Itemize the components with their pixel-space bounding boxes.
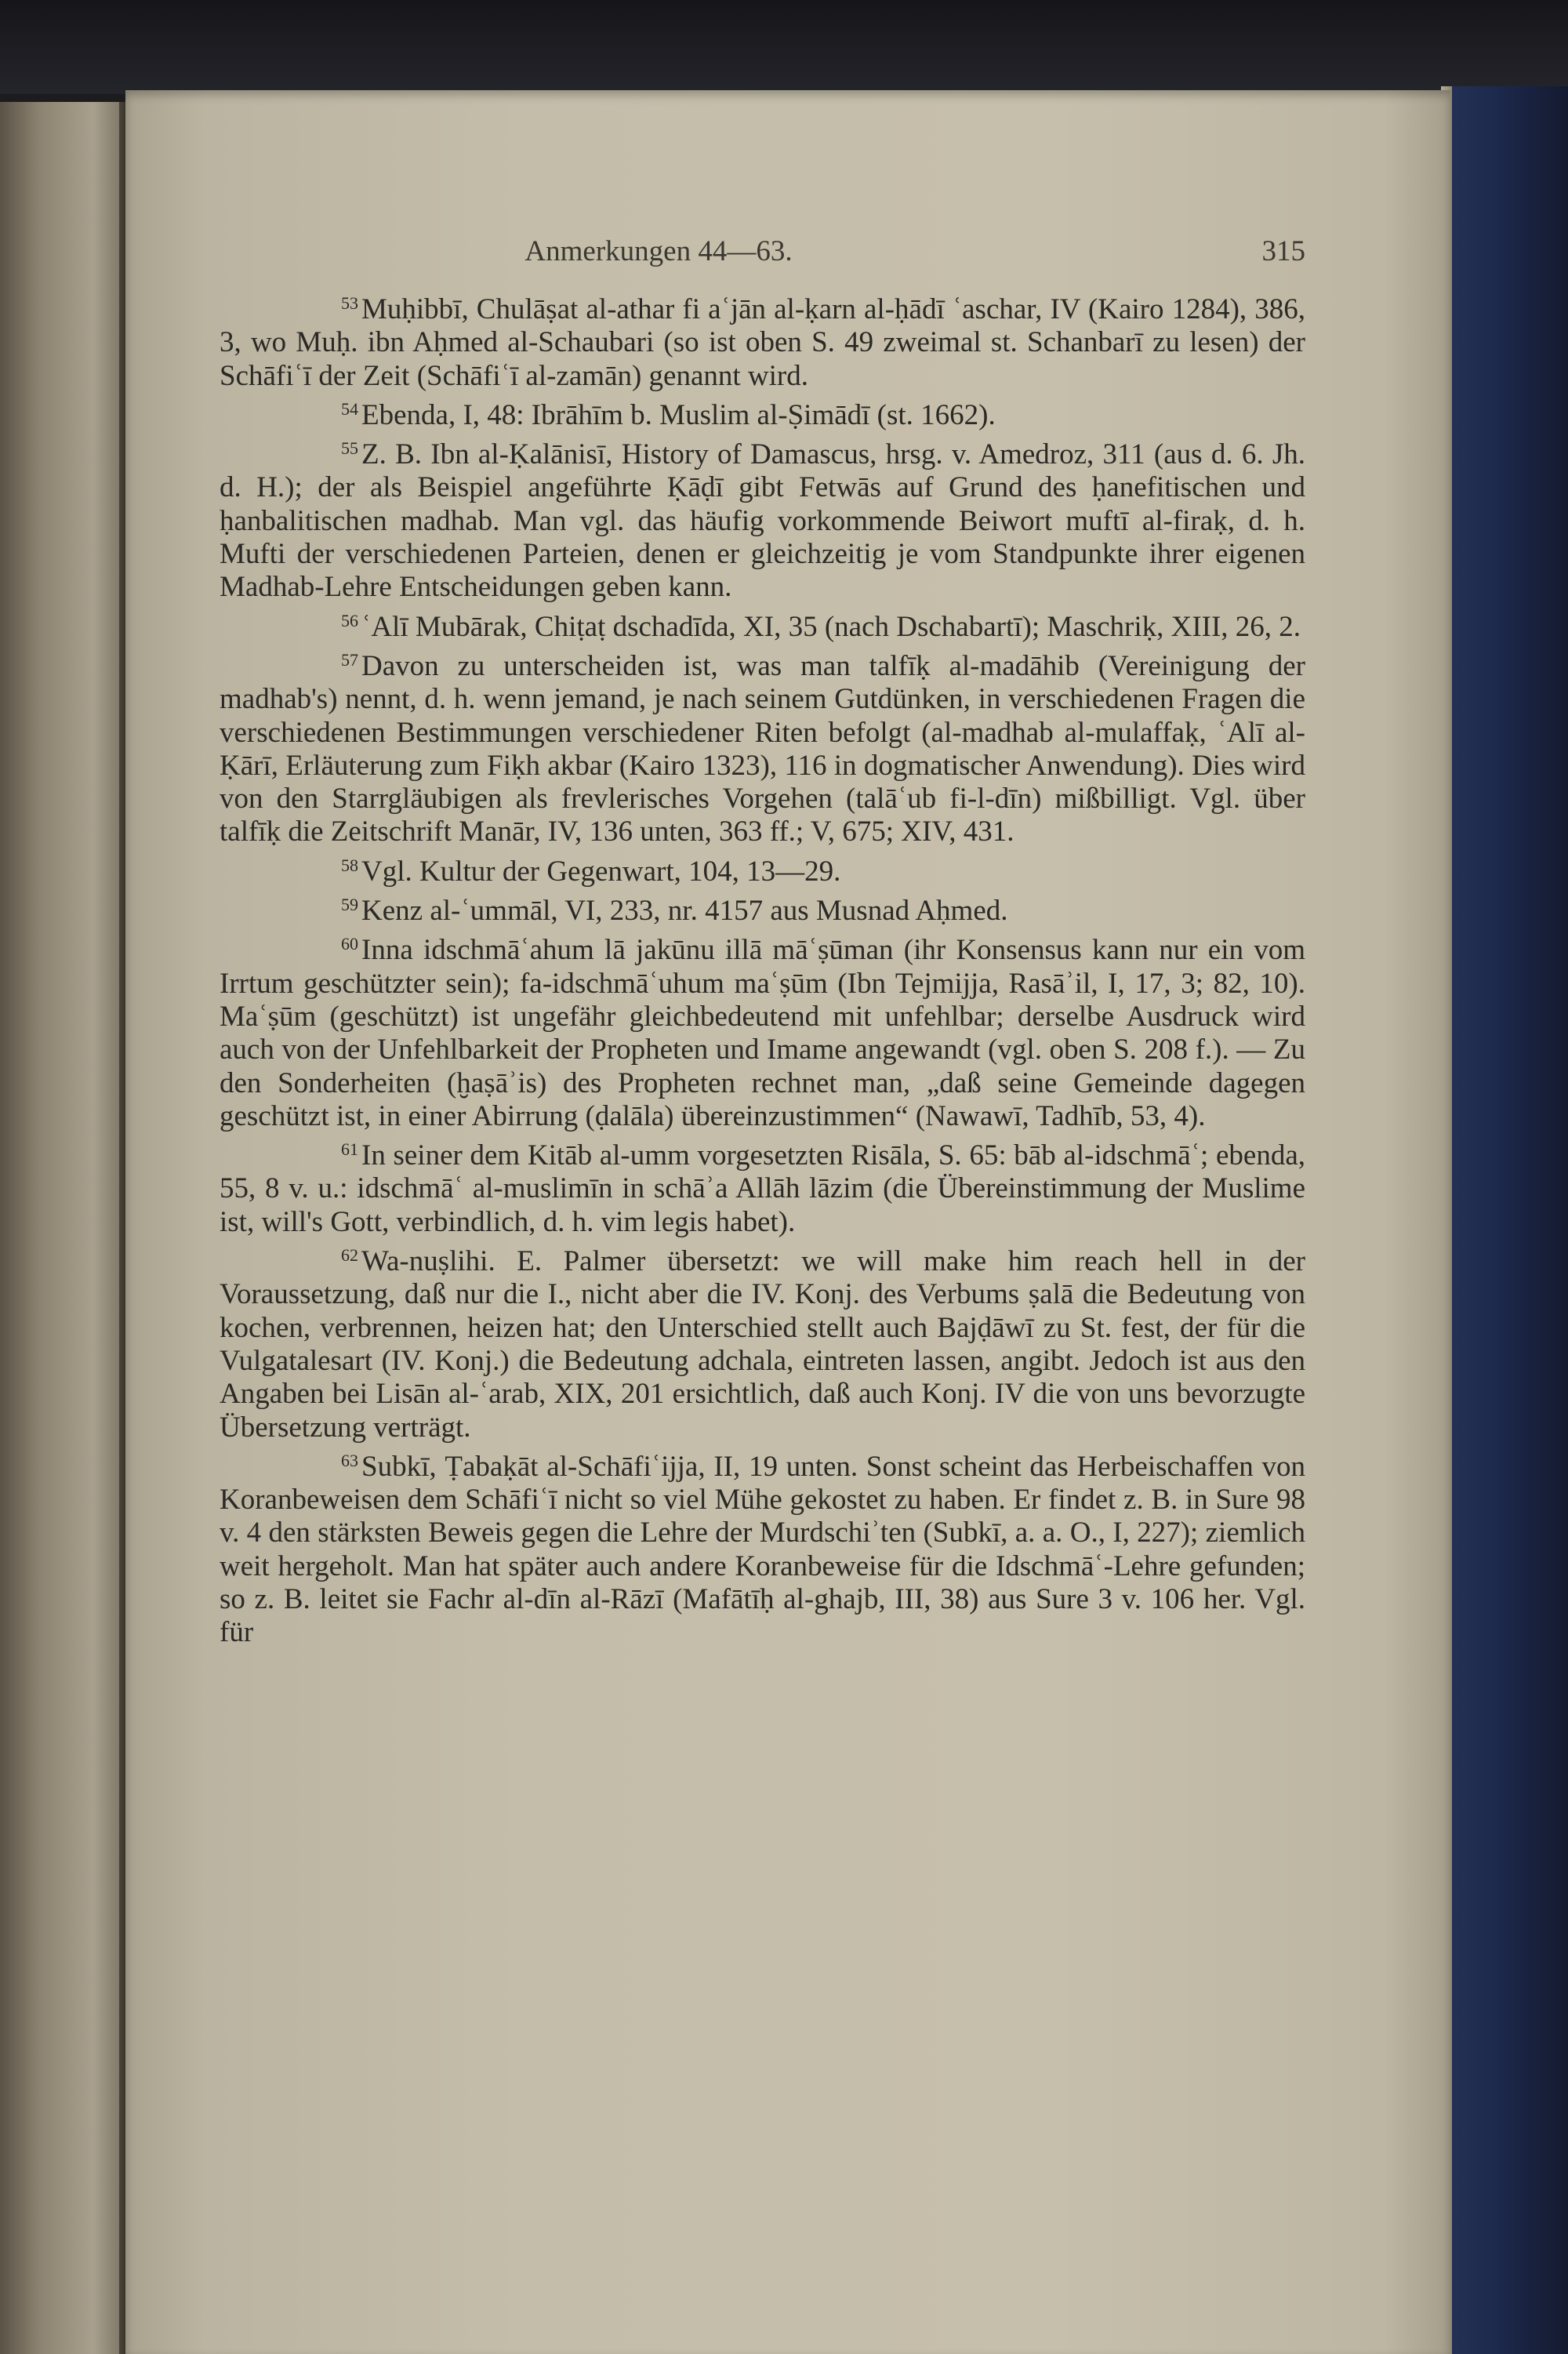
footnote-text: Subkī, Ṭabaḳāt al-Schāfiʿijja, II, 19 unten. Sonst scheint das Herbeischaffen von Koranbeweisen dem Schāfiʿī nicht so viel Mühe gekostet zu haben. Er findet z. B. in Sure 98 v. 4 den stärksten Beweis gegen die Lehre der Murdschiʾten (Subkī, a. a. O., I, 227); ziemlich weit hergeholt. Man hat später auch andere Koranbeweise für die Idschmāʿ-Lehre gefunden; so z. B. leitet sie Fachr al-dīn al-Rāzī (Mafātīḥ al-ghajb, III, 38) aus Sure 3 v. 106 her. Vgl. für: [220, 1450, 1305, 1649]
footnote-text: ʿAlī Mubārak, Chiṭaṭ dschadīda, XI, 35 (nach Dschabartī); Maschriḳ, XIII, 26, 2.: [361, 610, 1301, 643]
footnote-55: [220, 432, 1305, 604]
footnote-62: [220, 1239, 1305, 1444]
footnote-60: [220, 928, 1305, 1133]
page-content: [220, 235, 1305, 1650]
footnote-text: Ebenda, I, 48: Ibrāhīm b. Muslim al-Ṣimādī (st. 1662).: [361, 398, 996, 431]
footnote-number: 62: [341, 1245, 358, 1266]
footnote-56: [220, 605, 1305, 644]
footnote-61: [220, 1133, 1305, 1239]
footnote-text: Kenz al-ʿummāl, VI, 233, nr. 4157 aus Musnad Aḥmed.: [361, 895, 1008, 928]
footnote-text: Vgl. Kultur der Gegenwart, 104, 13—29.: [361, 855, 841, 888]
footnote-text: Davon zu unterscheiden ist, was man talfīḳ al-madāhib (Vereinigung der madhab's) nennt, d. h. wenn jemand, je nach seinem Gutdünken, in verschiedenen Fragen die verschiedenen Bestimmungen verschiedener Riten befolgt (al-madhab al-mulaffaḳ, ʿAlī al-Ḳārī, Erläuterung zum Fiḳh akbar (Kairo 1323), 116 in dogmatischer Anwendung). Dies wird von den Starrgläubigen als frevlerisches Vorgehen (talāʿub fi-l-dīn) mißbilligt. Vgl. über talfīḳ die Zeitschrift Manār, IV, 136 unten, 363 ff.; V, 675; XIV, 431.: [220, 649, 1305, 848]
footnote-number: 61: [341, 1139, 358, 1160]
footnote-59: [220, 888, 1305, 928]
running-title: Anmerkungen 44—63.: [524, 235, 793, 267]
book-cover-right: [1441, 86, 1568, 2354]
footnote-57: [220, 644, 1305, 849]
footnote-63: [220, 1444, 1305, 1650]
page-header: [220, 235, 1305, 284]
footnote-number: 60: [341, 934, 358, 954]
footnote-number: 55: [341, 438, 358, 459]
book-page: [125, 90, 1450, 2354]
footnote-58: [220, 849, 1305, 888]
book-cover-top: [0, 0, 1568, 94]
footnote-number: 57: [341, 649, 358, 670]
footnote-text: Muḥibbī, Chulāṣat al-athar fi aʿjān al-ḳarn al-ḥādī ʿaschar, IV (Kairo 1284), 386, 3, wo Muḥ. ibn Aḥmed al-Schaubari (so ist oben S. 49 zweimal st. Schanbarī zu lesen) der Schāfiʿī der Zeit (Schāfiʿī al-zamān) genannt wird.: [220, 293, 1305, 392]
footnote-number: 59: [341, 895, 358, 915]
footnote-54: [220, 393, 1305, 432]
footnote-text: Inna idschmāʿahum lā jakūnu illā māʿṣūman (ihr Konsensus kann nur ein vom Irrtum geschützter sein); fa-idschmāʿuhum maʿṣūm (Ibn Tejmijja, Rasāʾil, I, 17, 3; 82, 10). Maʿṣūm (geschützt) ist ungefähr gleichbedeutend mit unfehlbar; derselbe Ausdruck wird auch von der Unfehlbarkeit der Propheten und Imame angewandt (vgl. oben S. 208 f.). — Zu den Sonderheiten (ḫaṣāʾis) des Propheten rechnet man, „daß seine Gemeinde dagegen geschützt ist, in einer Abirrung (ḍalāla) übereinzustimmen“ (Nawawī, Tadhīb, 53, 4).: [220, 934, 1305, 1132]
footnote-53: [220, 287, 1305, 393]
footnote-text: Wa-nuṣlihi. E. Palmer übersetzt: we will make him reach hell in der Voraussetzung, daß nur die I., nicht aber die IV. Konj. des Verbums ṣalā die Bedeutung von kochen, verbrennen, heizen hat; den Unterschied stellt auch Bajḍāwī zu St. fest, der für die Vulgatalesart (IV. Konj.) die Bedeutung adchala, eintreten lassen, angibt. Jedoch ist aus den Angaben bei Lisān al-ʿarab, XIX, 201 ersichtlich, daß auch Konj. IV die von uns bevorzugte Übersetzung verträgt.: [220, 1245, 1305, 1444]
left-page-edge: [0, 102, 133, 2354]
footnote-text: Z. B. Ibn al-Ḳalānisī, History of Damascus, hrsg. v. Amedroz, 311 (aus d. 6. Jh. d. H.); der als Beispiel angeführte Ḳāḍī gibt Fetwās auf Grund des ḥanefitischen und ḥanbalitischen madhab. Man vgl. das häufig vorkommende Beiwort muftī al-firaḳ, d. h. Mufti der verschiedenen Parteien, denen er gleichzeitig je vom Standpunkte ihrer eigenen Madhab-Lehre Entscheidungen geben kann.: [220, 438, 1305, 604]
footnote-text: In seiner dem Kitāb al-umm vorgesetzten Risāla, S. 65: bāb al-idschmāʿ; ebenda, 55, 8 v. u.: idschmāʿ al-muslimīn in schāʾa Allāh lāzim (die Übereinstimmung der Muslime ist, will's Gott, verbindlich, d. h. vim legis habet).: [220, 1139, 1305, 1238]
footnote-number: 54: [341, 398, 358, 419]
footnote-number: 56: [341, 610, 358, 630]
footnote-number: 63: [341, 1450, 358, 1470]
footnote-number: 58: [341, 855, 358, 875]
footnote-number: 53: [341, 293, 358, 313]
page-number: 315: [1261, 235, 1305, 267]
